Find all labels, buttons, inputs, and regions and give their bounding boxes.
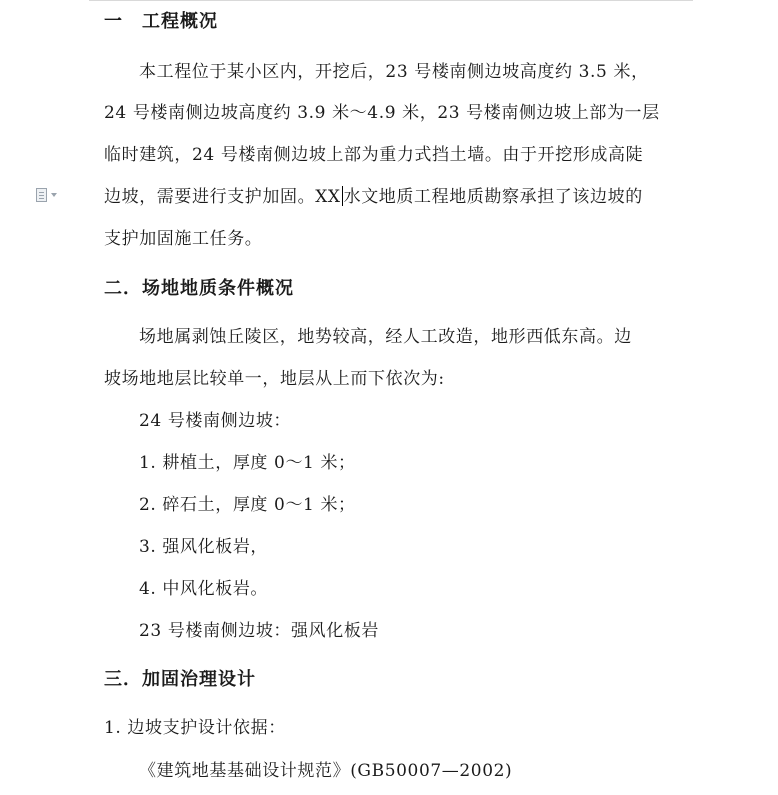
- slope23-label: 23 号楼南侧边坡：强风化板岩: [139, 621, 380, 641]
- document-paragraph-icon[interactable]: [36, 185, 62, 205]
- section3-heading: 三．加固治理设计: [104, 669, 256, 690]
- section1-para-line: 临时建筑，24 号楼南侧边坡上部为重力式挡土墙。由于开挖形成高陡: [104, 145, 644, 165]
- layer-list-item: 4. 中风化板岩。: [139, 579, 269, 599]
- design-basis-item: 1. 边坡支护设计依据：: [104, 718, 286, 738]
- layer-list-item: 1. 耕植土，厚度 0～1 米；: [139, 453, 356, 473]
- slope24-label: 24 号楼南侧边坡：: [139, 411, 292, 431]
- section1-para-text: 水文地质工程地质勘察承担了该边坡的: [343, 187, 643, 207]
- section1-para-line: 本工程位于某小区内，开挖后，23 号楼南侧边坡高度约 3.5 米，: [139, 62, 649, 82]
- section2-para-line: 场地属剥蚀丘陵区，地势较高，经人工改造，地形西低东高。边: [139, 327, 632, 347]
- layer-list-item: 2. 碎石土，厚度 0～1 米；: [139, 495, 356, 515]
- section1-heading: 一 工程概况: [104, 11, 218, 32]
- section1-para-line: [104, 185, 643, 209]
- section1-para-line: 支护加固施工任务。: [104, 229, 263, 249]
- text-cursor: [342, 186, 343, 206]
- section2-para-line: 坡场地地层比较单一，地层从上而下依次为:: [104, 369, 445, 389]
- section1-para-text: 边坡，需要进行支护加固。XX: [104, 187, 341, 207]
- standard-reference: 《建筑地基基础设计规范》(GB50007—2002): [139, 761, 513, 781]
- page-top-border: [89, 0, 693, 1]
- chevron-down-icon: [51, 193, 57, 197]
- section2-heading: 二．场地地质条件概况: [104, 278, 294, 299]
- layer-list-item: 3. 强风化板岩，: [139, 537, 269, 557]
- section1-para-line: 24 号楼南侧边坡高度约 3.9 米～4.9 米，23 号楼南侧边坡上部为一层: [104, 103, 660, 123]
- document-icon: [36, 188, 47, 202]
